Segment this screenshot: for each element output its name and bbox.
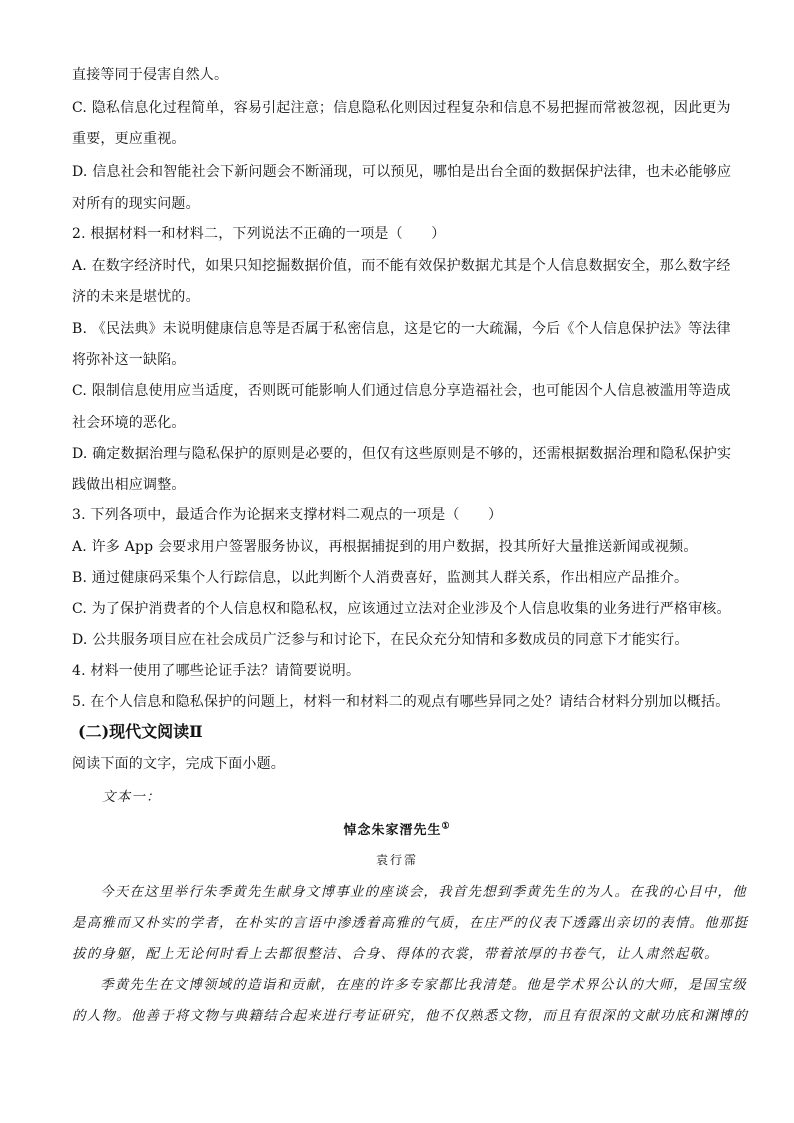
option-b-line: B. 《民法典》未说明健康信息等是否属于私密信息，这是它的一大疏漏，今后《个人信息保护法》等法律 xyxy=(72,321,731,337)
text-line: 重要，更应重视。 xyxy=(72,131,186,147)
question-3: 3. 下列各项中，最适合作为论据来支撑材料二观点的一项是（ ） xyxy=(72,507,503,523)
question-4: 4. 材料一使用了哪些论证手法？请简要说明。 xyxy=(72,663,361,679)
text-line: 济的未来是堪忧的。 xyxy=(72,289,200,305)
section-heading: (二)现代文阅读Ⅱ xyxy=(78,722,203,741)
paragraph-line: 的人物。他善于将文物与典籍结合起来进行考证研究，他不仅熟悉文物，而且有很深的文献功底和渊博的 xyxy=(72,1008,749,1024)
article-title-text: 悼念朱家溍先生 xyxy=(343,823,442,838)
text-line: 直接等同于侵害自然人。 xyxy=(72,67,229,83)
footnote-marker[interactable]: ① xyxy=(441,821,451,832)
text-line: 将弥补这一缺陷。 xyxy=(72,352,186,368)
option-d-line: D. 信息社会和智能社会下新问题会不断涌现，可以预见，哪怕是出台全面的数据保护法律，也未必能够应 xyxy=(72,164,732,180)
paragraph-line: 是高雅而又朴实的学者，在朴实的言语中渗透着高雅的气质，在庄严的仪表下透露出亲切的表情。他那挺 xyxy=(72,915,749,931)
option-a-line: A. 许多 App 会要求用户签署服务协议，再根据捕捉到的用户数据，投其所好大量推送新闻或视频。 xyxy=(72,539,698,555)
option-b-line: B. 通过健康码采集个人行踪信息，以此判断个人消费喜好，监测其人群关系，作出相应产品推介。 xyxy=(72,570,689,586)
text-line: 社会环境的恶化。 xyxy=(72,415,186,431)
question-2: 2. 根据材料一和材料二，下列说法不正确的一项是（ ） xyxy=(72,226,446,242)
text-line: 践做出相应调整。 xyxy=(72,477,186,493)
instruction: 阅读下面的文字，完成下面小题。 xyxy=(72,756,285,772)
option-c-line: C. 限制信息使用应当适度，否则既可能影响人们通过信息分享造福社会，也可能因个人信息被滥用等造成 xyxy=(72,383,731,399)
article-author: 袁行霈 xyxy=(375,853,418,867)
text-line: 对所有的现实问题。 xyxy=(72,196,200,212)
option-d-line: D. 公共服务项目应在社会成员广泛参与和讨论下，在民众充分知情和多数成员的同意下才能实行。 xyxy=(72,632,689,648)
option-c-line: C. 隐私信息化过程简单，容易引起注意；信息隐私化则因过程复杂和信息不易把握而常被忽视，因此更为 xyxy=(72,100,731,116)
paragraph-line: 今天在这里举行朱季黄先生献身文博事业的座谈会，我首先想到季黄先生的为人。在我的心目中，他 xyxy=(100,884,747,900)
option-c-line: C. 为了保护消费者的个人信息权和隐私权，应该通过立法对企业涉及个人信息收集的业务进行严格审核。 xyxy=(72,601,731,617)
paragraph-line: 拔的身躯，配上无论何时看上去都很整洁、合身、得体的衣裳，带着浓厚的书卷气，让人肃然起敬。 xyxy=(72,946,719,962)
option-d-line: D. 确定数据治理与隐私保护的原则是必要的，但仅有这些原则是不够的，还需根据数据治理和隐私保护实 xyxy=(72,446,732,462)
text-label: 文本一： xyxy=(102,789,161,805)
option-a-line: A. 在数字经济时代，如果只知挖掘数据价值，而不能有效保护数据尤其是个人信息数据安全，那么数字经 xyxy=(72,258,731,274)
article-title xyxy=(0,819,794,838)
paragraph-line: 季黄先生在文博领域的造诣和贡献，在座的许多专家都比我清楚。他是学术界公认的大师，是国宝级 xyxy=(100,977,747,993)
question-5: 5. 在个人信息和隐私保护的问题上，材料一和材料二的观点有哪些异同之处？请结合材料分别加以概括。 xyxy=(72,694,730,710)
